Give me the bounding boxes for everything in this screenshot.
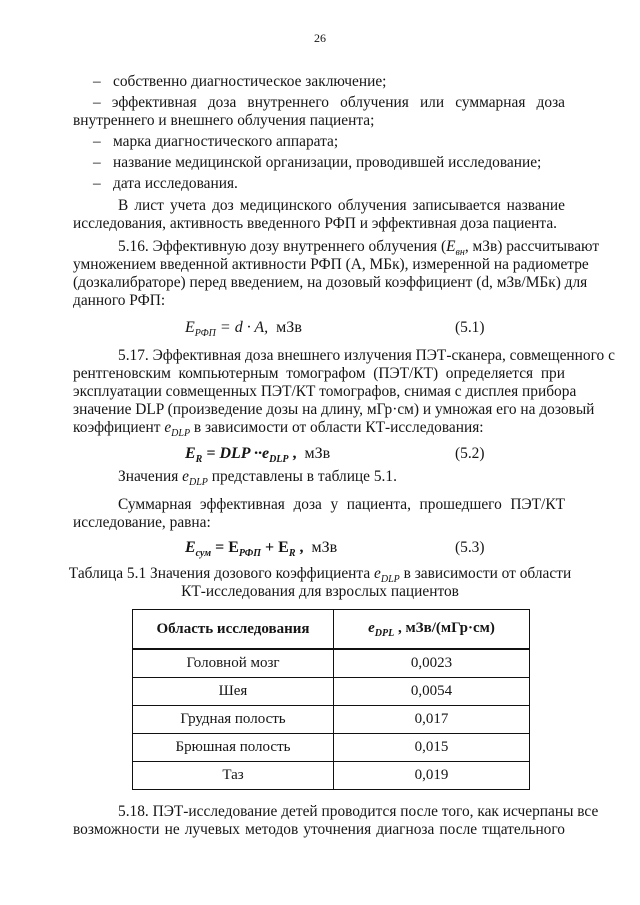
- table-row: [133, 649, 530, 678]
- table-cell: 0,0023: [334, 649, 530, 678]
- table-cell: Шея: [133, 678, 334, 706]
- table-caption: КТ-исследования для взрослых пациентов: [181, 583, 459, 600]
- paragraph-line: Значения $e_{DLP}$ представлены в таблице 5.1.: [118, 468, 397, 489]
- paragraph-line: значение DLP (произведение дозы на длину, мГр·см) и умножая его на дозовый: [73, 401, 595, 418]
- table-cell: 0,019: [334, 762, 530, 790]
- formula-5-3: $E_{сум} = E_{РФП} + E_R$ , мЗв: [185, 539, 338, 560]
- formula-5-1: $E_{РФП} = d \cdot A$, мЗв: [185, 319, 302, 340]
- table-row: [133, 762, 530, 790]
- paragraph-line: данного РФП:: [73, 292, 166, 309]
- paragraph-line: 5.16. Эффективную дозу внутреннего облучения ($E_{вн}$, мЗв) рассчитывают: [118, 238, 600, 259]
- list-item: – эффективная доза внутреннего облучения или суммарная доза: [93, 94, 565, 111]
- paragraph-line: исследования, активность введенного РФП и эффективная доза пациента.: [73, 215, 558, 232]
- table-row: [133, 734, 530, 762]
- table-row: [133, 706, 530, 734]
- list-item: – название медицинской организации, проводившей исследование;: [93, 154, 542, 171]
- paragraph-line: 5.18. ПЭТ-исследование детей проводится после того, как исчерпаны все: [118, 803, 599, 820]
- page-number: 26: [314, 31, 326, 45]
- paragraph-line: Суммарная эффективная доза у пациента, прошедшего ПЭТ/КТ: [118, 496, 565, 513]
- column-header: Область исследования: [133, 610, 334, 650]
- paragraph-line: умножением введенной активности РФП (А, МБк), измеренной на радиометре: [73, 256, 589, 273]
- paragraph-line: (дозкалибраторе) перед введением, на дозовый коэффициент (d, мЗв/МБк) для: [73, 274, 588, 291]
- table-cell: Таз: [133, 762, 334, 790]
- list-item: – марка диагностического аппарата;: [93, 133, 339, 150]
- equation-number: (5.3): [455, 539, 485, 556]
- table-header-row: [133, 610, 530, 650]
- equation-number: (5.1): [455, 319, 485, 336]
- list-item: – дата исследования.: [93, 175, 238, 192]
- paragraph-line: исследование, равна:: [73, 514, 211, 531]
- table-cell: Грудная полость: [133, 706, 334, 734]
- table-cell: 0,0054: [334, 678, 530, 706]
- table-row: [133, 678, 530, 706]
- paragraph-line: коэффициент $e_{DLP}$ в зависимости от области КТ-исследования:: [73, 419, 484, 440]
- paragraph-line: эксплуатации совмещенных ПЭТ/КТ томографов, снимая с дисплея прибора: [73, 383, 577, 400]
- list-item: – собственно диагностическое заключение;: [93, 73, 387, 90]
- table-cell: 0,015: [334, 734, 530, 762]
- formula-5-2: $E_R$ = DLP $\cdot\cdot e_{DLP}$ , мЗв: [185, 445, 331, 466]
- dose-coefficient-table: [132, 609, 530, 790]
- equation-number: (5.2): [455, 445, 485, 462]
- column-header: $e_{DPL}$ , мЗв/(мГр·см): [334, 610, 530, 650]
- paragraph-line: В лист учета доз медицинского облучения записывается название: [118, 197, 565, 214]
- table-caption: Таблица 5.1 Значения дозового коэффициента $e_{DLP}$ в зависимости от области: [68, 565, 572, 586]
- list-item-continuation: внутреннего и внешнего облучения пациента;: [73, 112, 375, 129]
- table-cell: Брюшная полость: [133, 734, 334, 762]
- paragraph-line: рентгеновским компьютерным томографом (ПЭТ/КТ) определяется при: [73, 365, 565, 382]
- table-cell: 0,017: [334, 706, 530, 734]
- paragraph-line: 5.17. Эффективная доза внешнего излучения ПЭТ-сканера, совмещенного с: [118, 347, 615, 364]
- table-cell: Головной мозг: [133, 649, 334, 678]
- paragraph-line: возможности не лучевых методов уточнения диагноза после тщательного: [73, 821, 565, 838]
